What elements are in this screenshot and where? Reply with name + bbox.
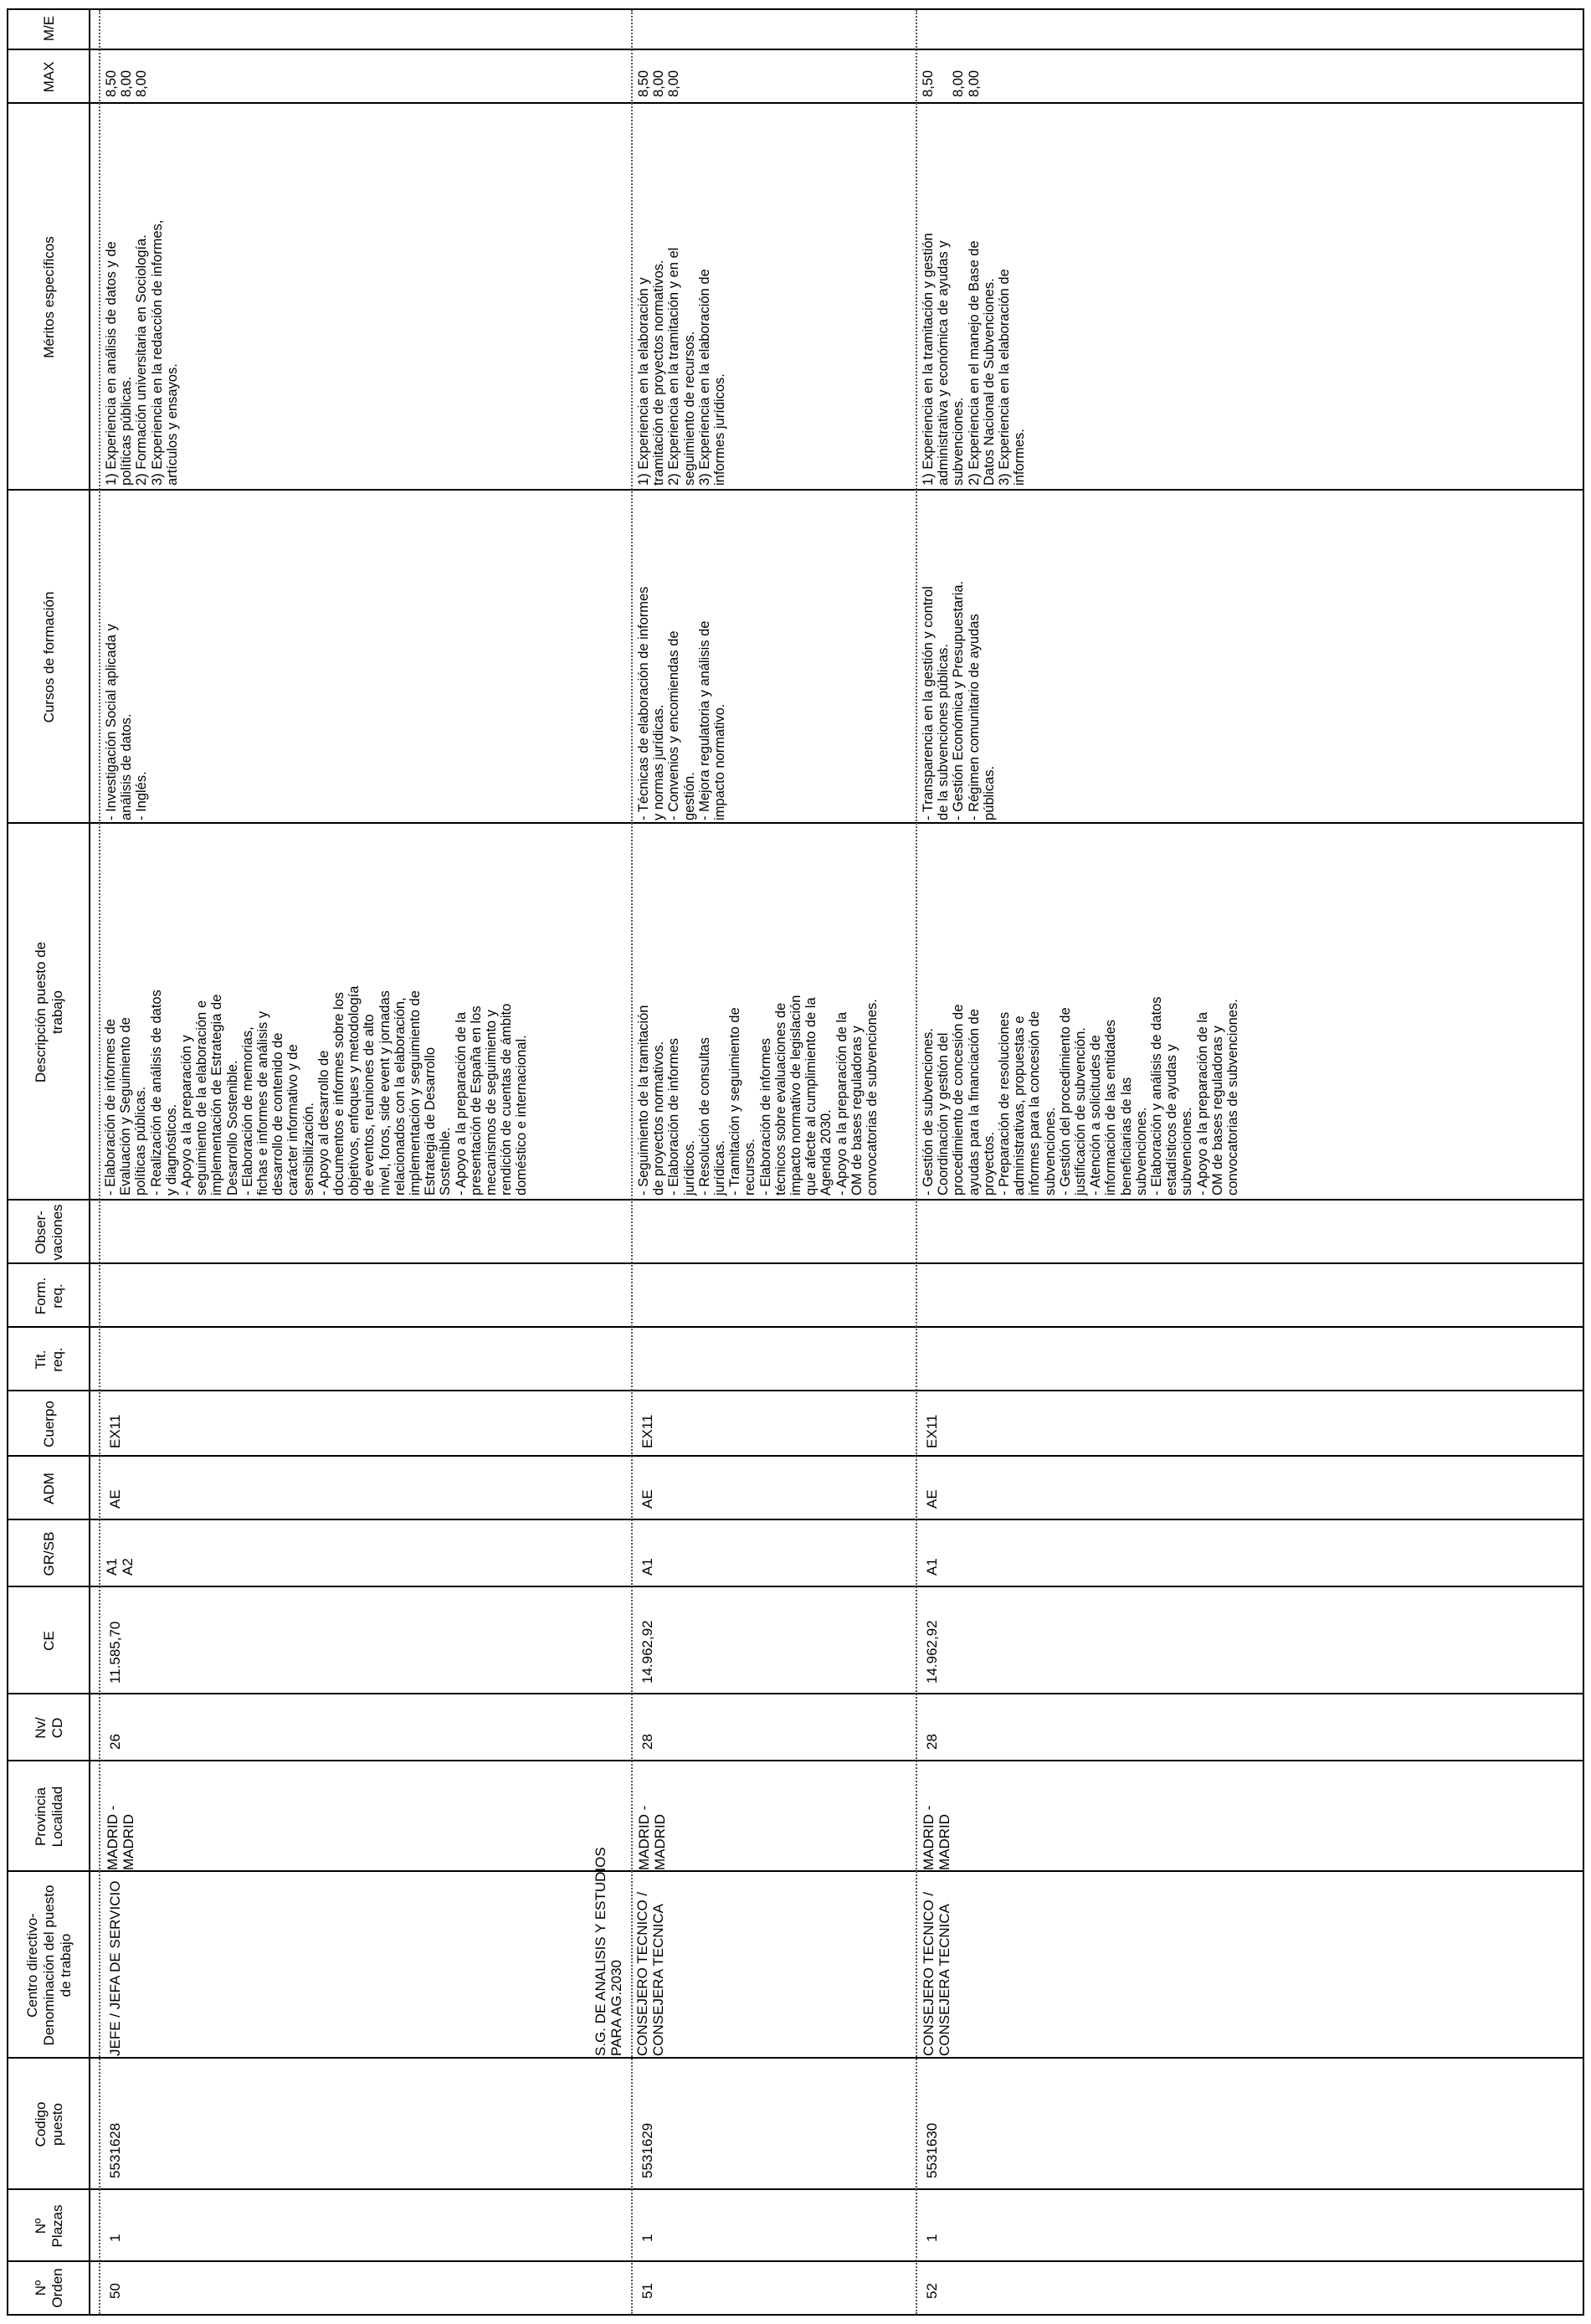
header-observaciones: Obser- vaciones bbox=[33, 1204, 65, 1261]
grupo-value: A1 bbox=[639, 1558, 655, 1576]
col-sep bbox=[8, 2188, 1583, 2190]
header-cursos: Cursos de formación bbox=[41, 591, 57, 723]
col-sep bbox=[8, 2260, 1583, 2262]
header-orden: Nº Orden bbox=[33, 2268, 65, 2308]
meritos-value: 1) Experiencia en la elaboración y tramitación de proyectos normativos. 2) Experiencia en la tramitación y en el seguimiento de recursos. 3) Experiencia en la elaboración de informes jurídicos. bbox=[636, 247, 728, 486]
col-sep bbox=[8, 49, 1583, 50]
header-titulacion: Tit. req. bbox=[33, 1347, 65, 1372]
max-value: 8,50 8,00 8,00 bbox=[104, 69, 150, 97]
descripcion-value: - Seguimiento de la tramitación de proyectos normativos. - Elaboración de informes jurídicos. - Resolución de consultas jurídicas. - Tramitación y seguimiento de recursos. - Elaboración de informes técnicos sobre evaluaciones de impacto normativo de legislación que afecte al cumplimiento de la Agenda 2030. - Apoyo a la preparación de la OM de bases reguladoras y convocatorias de subvenciones. bbox=[636, 995, 880, 1195]
provincia-value: MADRID - MADRID bbox=[636, 1805, 668, 1870]
ce-value: 14.962,92 bbox=[924, 1620, 940, 1684]
denominacion-value: JEFE / JEFA DE SERVICIO bbox=[107, 1880, 123, 2056]
adm-value: AE bbox=[924, 1489, 940, 1509]
plazas-value: 1 bbox=[107, 2234, 123, 2242]
col-sep bbox=[8, 1326, 1583, 1328]
header-meritos: Méritos específicos bbox=[41, 236, 57, 358]
ce-value: 14.962,92 bbox=[639, 1620, 655, 1684]
orden-value: 51 bbox=[639, 2283, 655, 2299]
denominacion-value: CONSEJERO TECNICO / CONSEJERA TECNICA bbox=[921, 1891, 952, 2056]
col-sep bbox=[8, 1455, 1583, 1457]
meritos-value: 1) Experiencia en la tramitación y gestión administrativa y económica de ayudas y subvenciones. 2) Experiencia en el manejo de Base de Datos Nacional de Subvenciones. 3) Experiencia en la elaboración de informes. bbox=[921, 233, 1028, 486]
nivel-value: 28 bbox=[639, 1734, 655, 1750]
header-codigo: Codigo puesto bbox=[33, 2101, 65, 2147]
grupo-value: A1 A2 bbox=[104, 1558, 136, 1576]
col-sep bbox=[8, 1870, 1583, 1872]
cursos-value: - Investigación Social aplicada y análisis de datos. - Inglés. bbox=[104, 624, 150, 820]
meritos-value: 1) Experiencia en análisis de datos y de políticas públicas. 2) Formación universitaria en Sociología. 3) Experiencia en la redacción de informes, artículos y ensayos. bbox=[104, 219, 180, 486]
header-descripcion: Descripción puesto de trabajo bbox=[33, 941, 65, 1083]
header-provincia: Provincia Localidad bbox=[33, 1786, 65, 1848]
cursos-value: - Transparencia en la gestión y control de la subvenciones públicas. - Gestión Económica y Presupuestaria. - Régimen comunitario de ayudas públicas. bbox=[921, 580, 997, 820]
adm-value: AE bbox=[639, 1489, 655, 1509]
positions-table bbox=[7, 8, 1584, 2316]
col-sep bbox=[8, 1586, 1583, 1587]
cuerpo-value: EX11 bbox=[639, 1414, 655, 1448]
orden-value: 50 bbox=[107, 2283, 123, 2299]
orden-value: 52 bbox=[924, 2283, 940, 2299]
header-grupo: GR/SB bbox=[41, 1531, 57, 1576]
codigo-value: 5531629 bbox=[639, 2122, 655, 2178]
header-nivel: Nv/ CD bbox=[33, 1717, 65, 1739]
descripcion-value: - Gestión de subvenciones. Coordinación y gestión del procedimiento de concesión de ayudas para la financiación de proyectos. - Preparación de resoluciones administrativas, propuestas e informes para la concesión de subvenciones. - Gestión del procedimiento de justificación de subvención. - Atención a solicitudes de información de las entidades beneficiarias de las subvenciones. - Elaboración y análisis de datos estadísticos de ayudas y subvenciones. - Apoyo a la preparación de la OM de bases reguladoras y convocatorias de subvenciones. bbox=[921, 996, 1241, 1195]
denominacion-value: CONSEJERO TECNICO / CONSEJERA TECNICA bbox=[634, 1891, 666, 2056]
cuerpo-value: EX11 bbox=[924, 1414, 940, 1448]
col-sep bbox=[8, 102, 1583, 104]
plazas-value: 1 bbox=[924, 2234, 940, 2242]
header-cuerpo: Cuerpo bbox=[41, 1401, 57, 1447]
cursos-value: - Técnicas de elaboración de informes y normas jurídicas. - Convenios y encomiendas de gestión. - Mejora regulatoria y análisis de impacto normativo. bbox=[636, 586, 728, 820]
row-separator bbox=[631, 10, 633, 2314]
max-value: 8,50 8,00 8,00 bbox=[921, 69, 982, 97]
header-formacion-req: Form. req. bbox=[33, 1277, 65, 1315]
col-sep bbox=[8, 489, 1583, 491]
provincia-value: MADRID - MADRID bbox=[921, 1805, 952, 1870]
ce-value: 11.585,70 bbox=[107, 1621, 123, 1684]
row-separator bbox=[916, 10, 917, 2314]
col-sep bbox=[8, 1693, 1583, 1694]
col-sep bbox=[8, 1760, 1583, 1761]
header-max: MAX bbox=[41, 61, 57, 93]
cuerpo-value: EX11 bbox=[107, 1414, 123, 1448]
descripcion-value: - Elaboración de informes de Evaluación y Seguimiento de políticas públicas. - Realización de análisis de datos y diagnósticos. - Apoyo a la preparación y seguimiento de la elaboración e implementación de Estrategia de Desarrollo Sostenible. - Elaboración de memorias, fichas e informes de análisis y desarrollo de contenido de carácter informativo y de sensibilización. - Apoyo al desarrollo de documentos e informes sobre los objetivos, enfoques y metodología de eventos, reuniones de alto nivel, foros, side event y jornadas relacionados con la elaboración, implementación y seguimiento de Estrategia de Desarrollo Sostenible. - Apoyo a la preparación de la presentación de España en los mecanismos de seguimiento y rendición de cuentas de ámbito doméstico e internacional. bbox=[103, 985, 530, 1195]
nivel-value: 28 bbox=[924, 1734, 940, 1750]
col-sep bbox=[8, 1262, 1583, 1264]
header-me: M/E bbox=[41, 15, 57, 42]
grupo-value: A1 bbox=[924, 1558, 940, 1576]
adm-value: AE bbox=[107, 1489, 123, 1509]
header-centro: Centro directivo- Denominación del puesto de trabajo bbox=[24, 1884, 74, 2046]
col-sep bbox=[8, 1199, 1583, 1201]
codigo-value: 5531630 bbox=[924, 2122, 940, 2178]
plazas-value: 1 bbox=[639, 2234, 655, 2242]
codigo-value: 5531628 bbox=[107, 2122, 123, 2178]
header-plazas: Nº Plazas bbox=[33, 2204, 65, 2248]
max-value: 8,50 8,00 8,00 bbox=[636, 69, 682, 97]
section-header: S.G. DE ANALISIS Y ESTUDIOS PARA AG.2030 bbox=[593, 1847, 624, 2056]
provincia-value: MADRID - MADRID bbox=[105, 1805, 136, 1870]
header-adm: ADM bbox=[41, 1473, 57, 1504]
header-ce: CE bbox=[41, 1631, 57, 1651]
col-sep bbox=[8, 2057, 1583, 2059]
nivel-value: 26 bbox=[107, 1734, 123, 1750]
row-separator bbox=[99, 10, 100, 2314]
col-sep bbox=[8, 1519, 1583, 1520]
col-sep bbox=[8, 1390, 1583, 1391]
